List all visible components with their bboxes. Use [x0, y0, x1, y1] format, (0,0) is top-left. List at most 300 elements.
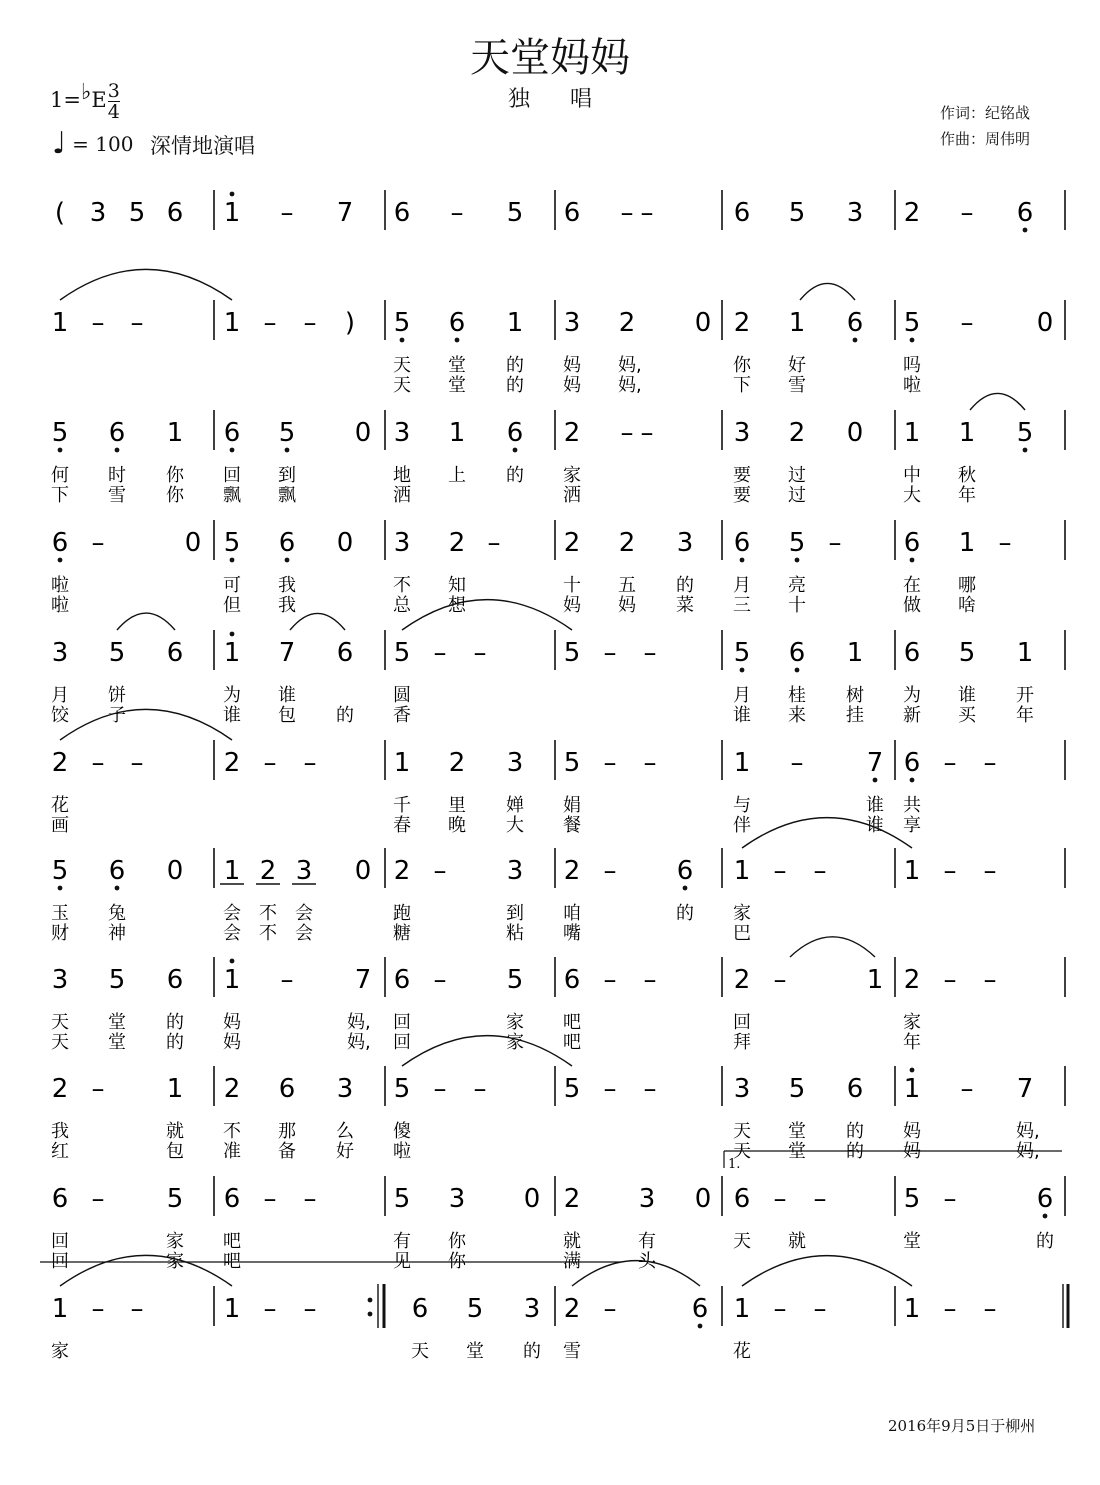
note: 6: [1016, 198, 1034, 228]
note: 5: [466, 1294, 484, 1324]
note: 2: [618, 528, 636, 558]
lyric-syllable: 到: [278, 465, 296, 486]
note: 6: [903, 638, 921, 668]
note: 1: [903, 856, 921, 886]
lyric-syllable: 妈: [563, 595, 581, 616]
dash-extension: –: [603, 965, 617, 995]
dash-extension: –: [813, 1294, 827, 1324]
octave-down-dot: [698, 1324, 703, 1329]
note: 2: [223, 748, 241, 778]
dash-extension: –: [643, 1074, 657, 1104]
lyric-syllable: 天: [411, 1341, 429, 1362]
slur-arc: [742, 818, 912, 848]
lyric-syllable: 做: [903, 595, 921, 616]
lyric-syllable: 谁: [958, 685, 976, 706]
note: 3: [89, 198, 107, 228]
lyric-syllable: 有: [393, 1231, 411, 1252]
lyric-syllable: 的: [506, 355, 524, 376]
note: 3: [51, 965, 69, 995]
dash-extension: –: [450, 198, 464, 228]
note: 2: [393, 856, 411, 886]
lyric-syllable: 好: [336, 1141, 354, 1162]
dash-extension: –: [433, 638, 447, 668]
lyric-syllable: 回: [393, 1032, 411, 1053]
lyric-syllable: 拜: [733, 1032, 751, 1053]
note: 1: [51, 1294, 69, 1324]
lyric-syllable: 好: [788, 355, 806, 376]
lyric-syllable: 堂: [466, 1341, 484, 1362]
dash-extension: –: [303, 748, 317, 778]
lyric-syllable: 妈: [563, 355, 581, 376]
lyric-syllable: 回: [733, 1012, 751, 1033]
lyric-syllable: 么: [336, 1121, 354, 1142]
note: 6: [51, 528, 69, 558]
note: 5: [1016, 418, 1034, 448]
note: 1: [733, 748, 751, 778]
note: 6: [903, 748, 921, 778]
rest: 0: [694, 1184, 712, 1214]
note: 1: [393, 748, 411, 778]
lyric-syllable: 准: [223, 1141, 241, 1162]
lyric-syllable: 谁: [733, 705, 751, 726]
lyric-syllable: 跑: [393, 903, 411, 924]
note: 1: [903, 1294, 921, 1324]
quarter-note-icon: ♩: [52, 126, 67, 161]
lyric-syllable: 年: [958, 485, 976, 506]
lyric-syllable: 谁: [866, 815, 884, 836]
dash-extension: –: [263, 308, 277, 338]
lyric-syllable: 会: [223, 903, 241, 924]
lyric-syllable: 会: [295, 923, 313, 944]
octave-up-dot: [910, 1068, 915, 1073]
dash-extension: –: [828, 528, 842, 558]
note: 2: [903, 198, 921, 228]
dash-extension: –: [943, 965, 957, 995]
lyric-syllable: 家: [903, 1012, 921, 1033]
note: 1: [903, 418, 921, 448]
dash-extension: –: [603, 638, 617, 668]
dash-extension: –: [773, 965, 787, 995]
octave-down-dot: [285, 448, 290, 453]
dash-extension: –: [303, 308, 317, 338]
rest: 0: [184, 528, 202, 558]
lyric-syllable: 家: [733, 903, 751, 924]
song-title: 天堂妈妈: [470, 35, 630, 81]
note: 6: [166, 198, 184, 228]
note: 1: [866, 965, 884, 995]
note: 2: [223, 1074, 241, 1104]
lyric-syllable: 堂: [903, 1231, 921, 1252]
note: 6: [411, 1294, 429, 1324]
lyric-syllable: 地: [393, 465, 411, 486]
octave-up-dot: [230, 632, 235, 637]
note: 5: [788, 198, 806, 228]
note: 3: [506, 856, 524, 886]
note: 5: [903, 1184, 921, 1214]
expression-mark: 深情地演唱: [150, 134, 255, 158]
dash-extension: –: [263, 1184, 277, 1214]
note: 1: [1016, 638, 1034, 668]
lyric-syllable: 下: [733, 375, 751, 396]
lyric-syllable: 堂: [788, 1141, 806, 1162]
slur-arc: [790, 937, 875, 957]
lyric-syllable: 回: [51, 1251, 69, 1272]
lyric-syllable: 嘴: [563, 923, 581, 944]
note: 6: [278, 1074, 296, 1104]
octave-down-dot: [910, 338, 915, 343]
dash-extension: –: [433, 1074, 447, 1104]
octave-down-dot: [285, 558, 290, 563]
lyric-syllable: 的: [506, 465, 524, 486]
octave-down-dot: [1023, 228, 1028, 233]
note: 7: [354, 965, 372, 995]
lyric-syllable: 堂: [108, 1032, 126, 1053]
octave-down-dot: [58, 558, 63, 563]
lyric-syllable: 新: [903, 705, 921, 726]
lyric-syllable: 神: [108, 923, 126, 944]
dash-extension: –: [280, 965, 294, 995]
lyric-syllable: 回: [393, 1012, 411, 1033]
note: 3: [295, 856, 313, 886]
dash-extension: –: [643, 748, 657, 778]
lyric-syllable: 何: [51, 465, 69, 486]
note: 5: [393, 1184, 411, 1214]
lyric-syllable: 年: [1016, 705, 1034, 726]
lyric-syllable: 香: [393, 705, 411, 726]
lyric-syllable: 不: [223, 1121, 241, 1142]
lyric-syllable: 回: [51, 1231, 69, 1252]
lyric-syllable: 啥: [958, 595, 976, 616]
lyric-syllable: 我: [278, 595, 296, 616]
octave-up-dot: [230, 959, 235, 964]
note: 3: [393, 528, 411, 558]
note: 6: [676, 856, 694, 886]
octave-down-dot: [873, 778, 878, 783]
lyric-syllable: 过: [788, 485, 806, 506]
lyric-syllable: 不: [259, 923, 277, 944]
dash-extension: –: [773, 1294, 787, 1324]
note: 2: [563, 856, 581, 886]
note: 5: [108, 638, 126, 668]
lyric-syllable: 你: [166, 485, 184, 506]
octave-down-dot: [795, 668, 800, 673]
lyric-syllable: 妈,: [618, 355, 642, 376]
note: 3: [523, 1294, 541, 1324]
dash-extension: –: [303, 1184, 317, 1214]
octave-down-dot: [910, 778, 915, 783]
dash-extension: –: [813, 856, 827, 886]
flat-sign: ♭: [80, 80, 92, 105]
note: 5: [563, 748, 581, 778]
lyric-syllable: 就: [166, 1121, 184, 1142]
lyric-syllable: 菜: [676, 595, 694, 616]
lyric-syllable: 十: [563, 575, 581, 596]
slur-arc: [60, 269, 232, 300]
lyric-syllable: 画: [51, 815, 69, 836]
lyric-syllable: 兔: [108, 903, 126, 924]
dash-extension: –: [998, 528, 1012, 558]
lyric-syllable: 三: [733, 595, 751, 616]
lyric-syllable: 那: [278, 1121, 296, 1142]
note: 3: [676, 528, 694, 558]
octave-down-dot: [740, 558, 745, 563]
note: 1: [506, 308, 524, 338]
note: 6: [108, 856, 126, 886]
lyric-syllable: 妈: [563, 375, 581, 396]
lyric-syllable: 千: [393, 795, 411, 816]
rest: 0: [694, 308, 712, 338]
dash-extension: –: [433, 965, 447, 995]
octave-down-dot: [115, 886, 120, 891]
lyric-syllable: 饺: [51, 705, 69, 726]
note: 7: [1016, 1074, 1034, 1104]
note: 6: [563, 965, 581, 995]
note: 5: [563, 638, 581, 668]
lyric-syllable: 时: [108, 465, 126, 486]
lyric-syllable: 的: [336, 705, 354, 726]
note: 5: [393, 308, 411, 338]
lyric-syllable: 但: [223, 595, 241, 616]
lyric-syllable: 雪: [563, 1341, 581, 1362]
lyric-syllable: 上: [448, 465, 466, 486]
note: 6: [506, 418, 524, 448]
key-prefix: 1=: [50, 88, 81, 112]
note: 2: [788, 418, 806, 448]
note: 6: [1036, 1184, 1054, 1214]
rest: 0: [354, 418, 372, 448]
note: 6: [166, 638, 184, 668]
rest: 0: [846, 418, 864, 448]
lyric-syllable: 的: [506, 375, 524, 396]
octave-down-dot: [1023, 448, 1028, 453]
note: 3: [51, 638, 69, 668]
lyric-syllable: 下: [51, 485, 69, 506]
dash-extension: –: [263, 748, 277, 778]
lyric-syllable: 的: [523, 1341, 541, 1362]
lyric-syllable: 餐: [563, 815, 581, 836]
lyric-syllable: 妈: [903, 1141, 921, 1162]
bracket: ): [344, 308, 356, 338]
note: 1: [223, 856, 241, 886]
note: 1: [958, 418, 976, 448]
dash-extension: –: [643, 638, 657, 668]
octave-down-dot: [910, 558, 915, 563]
note: 6: [223, 418, 241, 448]
note: 6: [691, 1294, 709, 1324]
note: 6: [448, 308, 466, 338]
lyric-syllable: 你: [166, 465, 184, 486]
dash-extension: –: [960, 198, 974, 228]
dash-extension: –: [790, 748, 804, 778]
lyric-syllable: 洒: [393, 485, 411, 506]
dash-extension: –: [603, 856, 617, 886]
lyric-syllable: 挂: [846, 705, 864, 726]
note: 7: [336, 198, 354, 228]
lyric-syllable: 子: [108, 705, 126, 726]
note: 5: [506, 965, 524, 995]
note: 5: [563, 1074, 581, 1104]
note: 6: [733, 198, 751, 228]
dash-extension: –: [773, 856, 787, 886]
note: 1: [223, 965, 241, 995]
lyric-syllable: 为: [903, 685, 921, 706]
note: 1: [448, 418, 466, 448]
dash-extension: –: [643, 965, 657, 995]
dash-extension: –: [280, 198, 294, 228]
rest: 0: [354, 856, 372, 886]
note: 3: [846, 198, 864, 228]
lyric-syllable: 为: [223, 685, 241, 706]
slur-arc: [290, 613, 345, 630]
lyric-syllable: 想: [448, 595, 466, 616]
note: 5: [223, 528, 241, 558]
lyric-syllable: 糖: [393, 923, 411, 944]
lyric-syllable: 家: [563, 465, 581, 486]
octave-down-dot: [740, 668, 745, 673]
lyric-syllable: 傻: [393, 1121, 411, 1142]
lyric-syllable: 吗: [903, 355, 921, 376]
lyric-syllable: 月: [51, 685, 69, 706]
note: 6: [788, 638, 806, 668]
lyric-syllable: 堂: [788, 1121, 806, 1142]
lyric-syllable: 雪: [788, 375, 806, 396]
lyric-syllable: 你: [448, 1231, 466, 1252]
lyric-syllable: 咱: [563, 903, 581, 924]
lyric-syllable: 天: [733, 1231, 751, 1252]
lyric-syllable: 你: [733, 355, 751, 376]
note: 2: [733, 965, 751, 995]
lyric-syllable: 中: [903, 465, 921, 486]
dash-extension: –: [91, 308, 105, 338]
note: 3: [638, 1184, 656, 1214]
subtitle: 独唱: [507, 87, 632, 112]
lyric-syllable: 家: [166, 1251, 184, 1272]
lyric-syllable: 回: [223, 465, 241, 486]
lyric-syllable: 玉: [51, 903, 69, 924]
dash-extension: –: [473, 638, 487, 668]
dash-extension: –: [640, 198, 654, 228]
tempo-value: = 100: [72, 131, 134, 156]
lyric-syllable: 谁: [223, 705, 241, 726]
note: 7: [278, 638, 296, 668]
lyric-syllable: 妈,: [347, 1012, 371, 1033]
lyric-syllable: 妈,: [1016, 1141, 1040, 1162]
lyric-syllable: 会: [223, 923, 241, 944]
lyric-syllable: 到: [506, 903, 524, 924]
octave-down-dot: [1043, 1214, 1048, 1219]
lyric-syllable: 年: [903, 1032, 921, 1053]
lyric-syllable: 的: [676, 903, 694, 924]
note: 6: [563, 198, 581, 228]
lyric-syllable: 的: [846, 1141, 864, 1162]
dash-extension: –: [960, 308, 974, 338]
lyricist: 作词：纪铭战: [940, 104, 1031, 122]
lyric-syllable: 妈,: [1016, 1121, 1040, 1142]
dash-extension: –: [983, 748, 997, 778]
note: 6: [733, 528, 751, 558]
dash-extension: –: [130, 748, 144, 778]
note: 1: [846, 638, 864, 668]
note: 5: [903, 308, 921, 338]
lyric-syllable: 妈: [223, 1032, 241, 1053]
note: 1: [166, 1074, 184, 1104]
time-bottom: 4: [107, 101, 120, 123]
dash-extension: –: [603, 748, 617, 778]
lyric-syllable: 知: [448, 575, 466, 596]
lyric-syllable: 晚: [448, 815, 466, 836]
slur-arc: [60, 1255, 232, 1286]
note: 2: [51, 748, 69, 778]
note: 6: [336, 638, 354, 668]
slur-arc: [117, 613, 175, 630]
lyric-syllable: 天: [393, 355, 411, 376]
dash-extension: –: [620, 198, 634, 228]
key-note: E: [91, 88, 107, 112]
lyric-syllable: 买: [958, 705, 976, 726]
dash-extension: –: [983, 856, 997, 886]
dash-extension: –: [983, 965, 997, 995]
note: 5: [278, 418, 296, 448]
lyric-syllable: 娟: [563, 795, 581, 816]
lyric-syllable: 花: [51, 795, 69, 816]
octave-down-dot: [230, 448, 235, 453]
rest: 0: [336, 528, 354, 558]
lyric-syllable: 包: [166, 1141, 184, 1162]
note: 6: [733, 1184, 751, 1214]
lyric-syllable: 啦: [51, 595, 69, 616]
note: 6: [51, 1184, 69, 1214]
slur-arc: [60, 709, 232, 740]
lyric-syllable: 妈,: [618, 375, 642, 396]
dash-extension: –: [943, 1184, 957, 1214]
lyric-syllable: 十: [788, 595, 806, 616]
octave-down-dot: [58, 886, 63, 891]
composition-date: 2016年9月5日于柳州: [888, 1417, 1036, 1435]
dash-extension: –: [813, 1184, 827, 1214]
note: 1: [223, 198, 241, 228]
note: 1: [903, 1074, 921, 1104]
lyric-syllable: 包: [278, 705, 296, 726]
lyric-syllable: 里: [448, 795, 466, 816]
note: 6: [393, 198, 411, 228]
lyric-syllable: 红: [51, 1141, 69, 1162]
dash-extension: –: [773, 1184, 787, 1214]
note: 6: [393, 965, 411, 995]
lyric-syllable: 有: [638, 1231, 656, 1252]
lyric-syllable: 啦: [393, 1141, 411, 1162]
note: 2: [563, 418, 581, 448]
note: 3: [733, 1074, 751, 1104]
lyric-syllable: 吧: [563, 1012, 581, 1033]
octave-down-dot: [455, 338, 460, 343]
lyric-syllable: 饼: [108, 685, 126, 706]
note: 5: [108, 965, 126, 995]
octave-down-dot: [400, 338, 405, 343]
slur-arc: [970, 393, 1025, 410]
dash-extension: –: [943, 856, 957, 886]
lyric-syllable: 雪: [108, 485, 126, 506]
volta-label: 1.: [728, 1157, 741, 1172]
lyric-syllable: 妈: [223, 1012, 241, 1033]
octave-down-dot: [230, 558, 235, 563]
lyric-syllable: 不: [393, 575, 411, 596]
dash-extension: –: [960, 1074, 974, 1104]
note: 2: [733, 308, 751, 338]
dash-extension: –: [640, 418, 654, 448]
note: 5: [788, 528, 806, 558]
lyric-syllable: 伴: [733, 815, 751, 836]
note: 2: [448, 748, 466, 778]
